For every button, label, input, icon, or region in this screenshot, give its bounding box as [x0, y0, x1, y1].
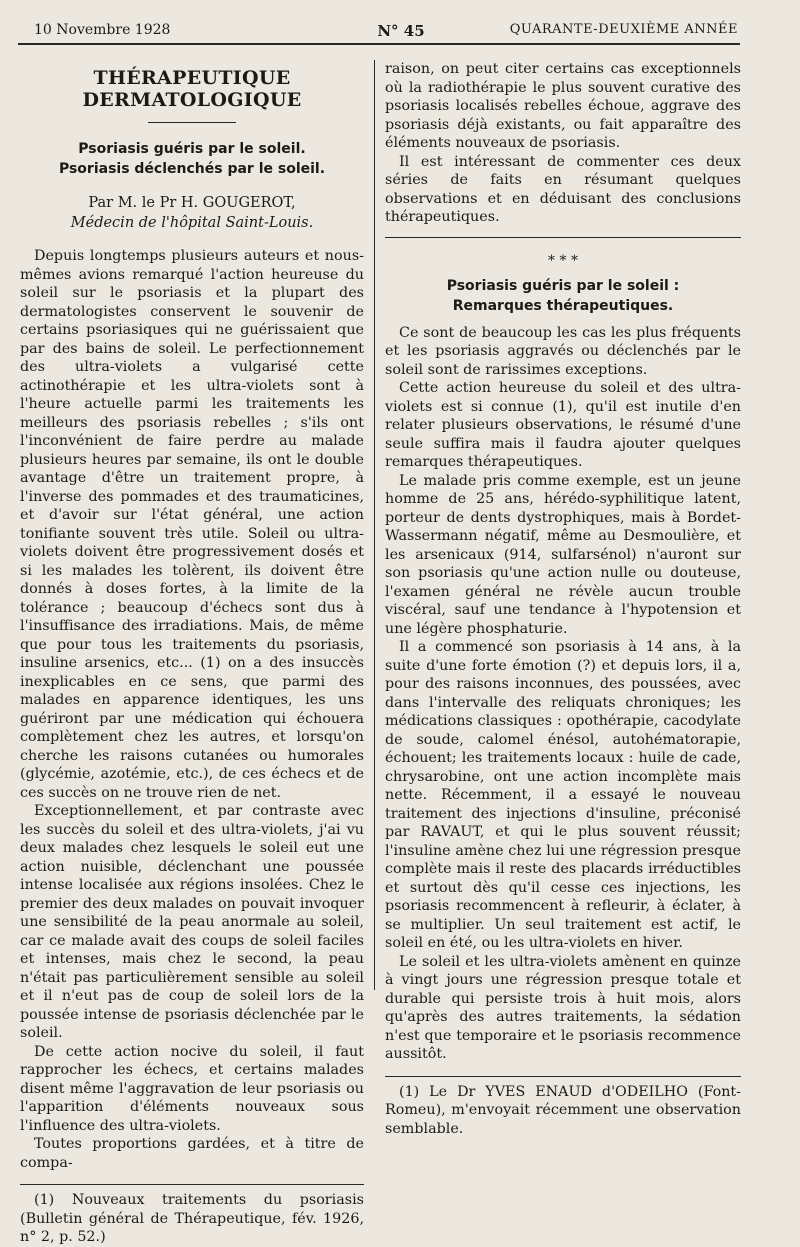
right-column — [385, 60, 741, 1138]
paragraph: raison, on peut citer certains cas exceptionnels où la radiothérapie le plus souvent curative des psoriasis localisés rebelles échoue, aggrave des psoriasis déjà existants, ou fait apparaître des éléments nouveaux de psoriasis. — [385, 61, 741, 151]
section-rule — [385, 237, 741, 238]
issue-date: 10 Novembre 1928 — [34, 22, 171, 38]
footnote: (1) Nouveaux traitements du psoriasis (Bulletin général de Thérapeutique, fév. 1926, n° 2, p. 52.) — [20, 1192, 364, 1245]
article-section-title: THÉRAPEUTIQUE DERMATOLOGIQUE — [82, 67, 302, 111]
section-stars: * * * — [548, 252, 578, 269]
issue-year: QUARANTE-DEUXIÈME ANNÉE — [509, 22, 738, 37]
page-header — [34, 22, 738, 42]
article-subtitle-1: Psoriasis guéris par le soleil. — [78, 141, 306, 157]
paragraph: Exceptionnellement, et par contraste avec les succès du soleil et des ultra-violets, j'ai vu deux malades chez lesquels le soleil eut une action nuisible, déclenchant une poussée intense localisée aux régions insolées. Chez le premier des deux malades on pouvait invoquer une sensibilité de la peau anormale au soleil, car ce malade avait des coups de soleil faciles et intenses, mais chez le second, la peau n'était pas particulièrement sensible au soleil et il n'eut pas de coup de soleil lors de la poussée intense de psoriasis déclenchée par le soleil. — [20, 803, 364, 1041]
column-divider — [374, 60, 375, 990]
section-title-1: Psoriasis guéris par le soleil : — [446, 277, 680, 294]
paragraph: Il a commencé son psoriasis à 14 ans, à la suite d'une forte émotion (?) et depuis lors, il a, pour des raisons inconnues, des poussées, avec dans l'intervalle des reliquats chroniques; les médications classiques : opothérapie, cacodylate de soude, calomel énésol, autohématorapie, échouent; les traitements locaux : huile de cade, chrysarobine, ont une action incomplète mais nette. Récemment, il a essayé le nouveau traitement des injections d'insuline, préconisé par RAVAUT, et qui le plus souvent réussit; l'insuline amène chez lui une régression presque complète mais il reste des placards irréductibles et surtout dès qu'il cesse ces injections, les psoriasis recommencent à refleurir, à éclater, à se multiplier. Un seul traitement est actif, le soleil en été, ou les ultra-violets en hiver. — [385, 639, 741, 951]
paragraph: Cette action heureuse du soleil et des ultra-violets est si connue (1), qu'il est inutile d'en relater plusieurs observations, le résumé d'une seule suffira mais il faudra ajouter quelques remarques thérapeutiques. — [385, 380, 741, 470]
footnote: (1) Le Dr YVES ENAUD d'ODEILHO (Font-Romeu), m'envoyait récemment une observation semblable. — [385, 1083, 741, 1137]
paragraph: De cette action nocive du soleil, il faut rapprocher les échecs, et certains malades disent même l'aggravation de leur psoriasis ou l'apparition d'éléments nouveaux sous l'influence des ultra-violets. — [20, 1043, 364, 1134]
footnote-rule — [20, 1184, 364, 1185]
left-column — [20, 60, 364, 1247]
paragraph: Il est intéressant de commenter ces deux séries de faits en résumant quelques observations et en déduisant des conclusions thérapeutiques. — [385, 153, 741, 225]
section-title-2: Remarques thérapeutiques. — [452, 297, 674, 314]
author-byline: Par M. le Pr H. GOUGEROT, — [88, 195, 296, 211]
paragraph: Le malade pris comme exemple, est un jeune homme de 25 ans, hérédo-syphilitique latent, porteur de dents dystrophiques, mais à Bordet-Wassermann négatif, même au Desmoulière, et les arsenicaux (914, sulfarsénol) n'auront sur son psoriasis qu'une action nulle ou douteuse, l'examen général ne révèle aucun trouble viscéral, sauf une tendance à l'hypotension et une légère phosphaturie. — [385, 472, 741, 637]
footnote-rule — [385, 1076, 741, 1077]
paragraph: Ce sont de beaucoup les cas les plus fréquents et les psoriasis aggravés ou déclenchés par le soleil sont de rarissimes exceptions. — [385, 324, 741, 378]
header-rule — [18, 43, 740, 45]
paragraph: Toutes proportions gardées, et à titre de compa- — [20, 1136, 364, 1171]
paragraph: Le soleil et les ultra-violets amènent en quinze à vingt jours une régression presque totale et durable qui persiste trois à huit mois, alors qu'après des autres traitements, la sédation n'est que temporaire et le psoriasis recommence aussitôt. — [385, 953, 741, 1062]
issue-number: N° 45 — [377, 22, 425, 40]
author-affiliation: Médecin de l'hôpital Saint-Louis. — [70, 215, 314, 231]
paragraph: Depuis longtemps plusieurs auteurs et nous-mêmes avions remarqué l'action heureuse du soleil sur le psoriasis et la plupart des dermatologistes conservent le souvenir de certains psoriasiques qui ne guérissaient que par des bains de soleil. Le perfectionnement des ultra-violets a vulgarisé cette actinothérapie et les ultra-violets sont à l'heure actuelle parmi les traitements les meilleurs des psoriasis rebelles ; s'ils ont l'inconvénient de faire perdre au malade plusieurs heures par semaine, ils ont le double avantage d'être un traitement propre, à l'inverse des pommades et des traumaticines, et d'avoir sur l'état général, une action tonifiante souvent très utile. Soleil ou ultra-violets doivent être progressivement dosés et si les malades les tolèrent, ils doivent être donnés à doses fortes, à la limite de la tolérance ; beaucoup d'échecs sont dus à l'insuffisance des irradiations. Mais, de même que pour tous les traitements du psoriasis, insuline arsenics, etc... (1) on a des insuccès inexplicables en ce sens, que parmi des malades en apparence identiques, les uns guériront par une médication qui échouera complètement chez les autres, et lorsqu'on cherche les raisons cutanées ou humorales (glycémie, azotémie, etc.), de ces échecs et de ces succès on ne trouve rien de net. — [20, 248, 364, 801]
title-rule — [148, 122, 236, 123]
article-subtitle-2: Psoriasis déclenchés par le soleil. — [58, 161, 326, 177]
